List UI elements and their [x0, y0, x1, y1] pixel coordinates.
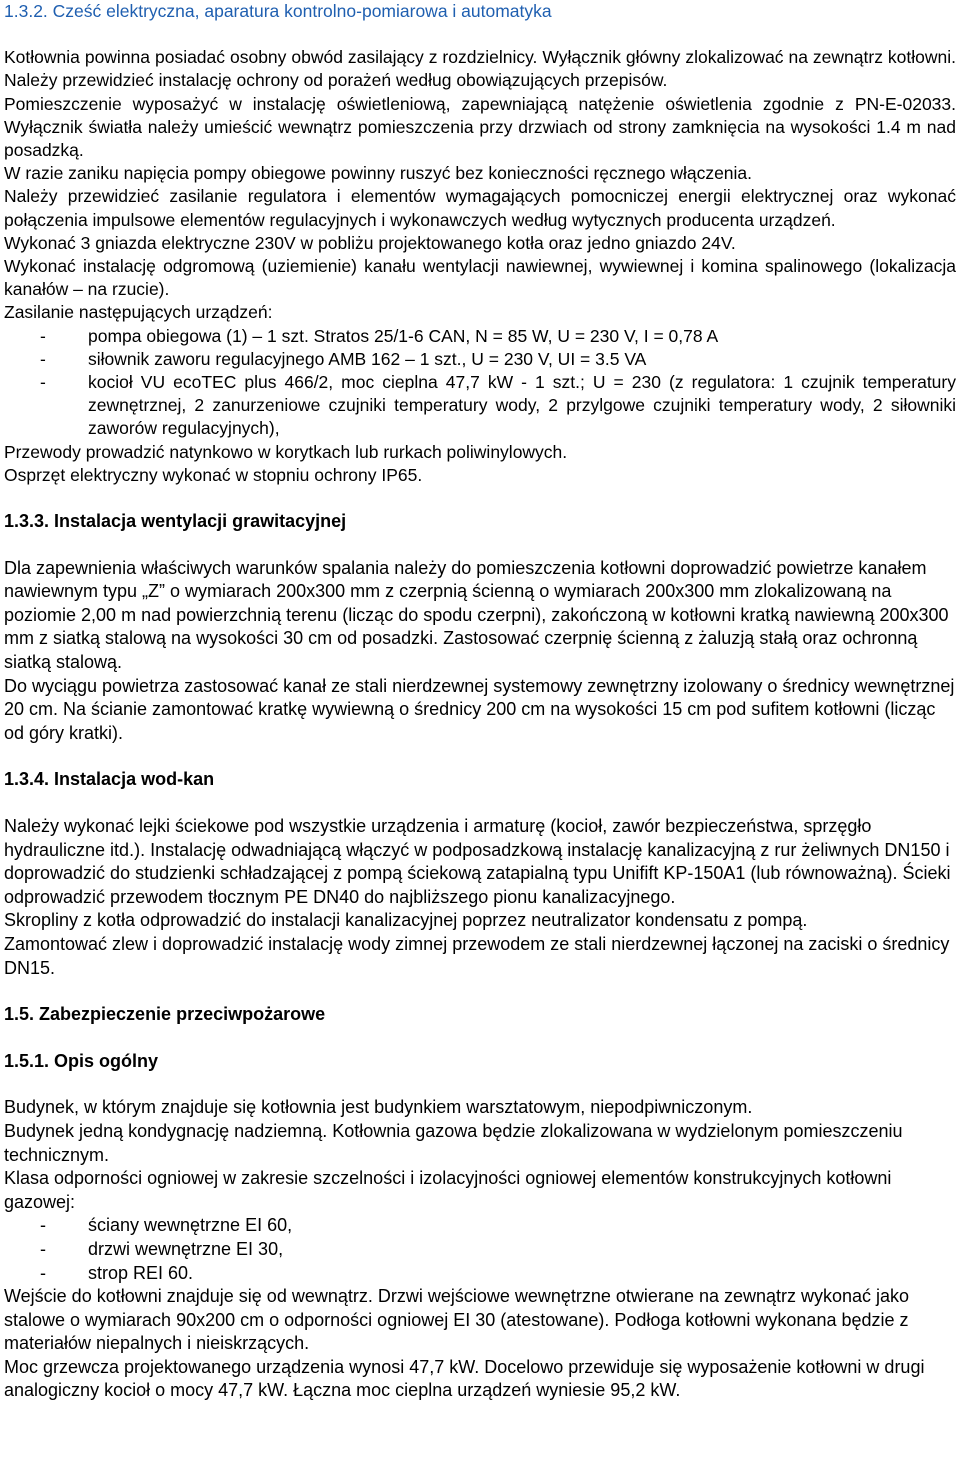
paragraph: Do wyciągu powietrza zastosować kanał ze stali nierdzewnej systemowy zewnętrzny izolowany o średnicy wewnętrznej 20 cm. Na ścianie zamontować kratkę wywiewną o średnicy 200 cm na wysokości 15 cm pod sufitem kotłowni (licząc od góry kratki).	[4, 675, 955, 743]
paragraph: Wykonać 3 gniazda elektryczne 230V w pobliżu projektowanego kotła oraz jedno gniazdo 24V.	[4, 232, 736, 253]
paragraph: Dla zapewnienia właściwych warunków spalania należy do pomieszczenia kotłowni doprowadzić powietrze kanałem nawiewnym typu „Z” o wymiarach 200x300 mm z czerpnią ścienną o wymiarach 200x300 mm zlokalizowaną na poziomie 2,00 m nad powierzchnią terenu (licząc do spodu czerpni), zakończoną w kotłowni kratką nawiewną 200x300 mm z siatką stalową na wysokości 30 cm od posadzki. Zastosować czerpnię ścienną z żaluzją stałą oraz ochronną siatką stalową.	[4, 557, 949, 673]
list-item-text: strop REI 60.	[88, 1262, 194, 1283]
section-rest	[4, 487, 956, 1403]
paragraph: Moc grzewcza projektowanego urządzenia wynosi 47,7 kW. Docelowo przewiduje się wyposażenie kotłowni w drugi analogiczny kocioł o mocy 47,7 kW. Łączna moc cieplna urządzeń wyniesie 95,2 kW.	[4, 1356, 925, 1401]
paragraph: W razie zaniku napięcia pompy obiegowe powinny ruszyć bez konieczności ręcznego włączenia.	[4, 163, 753, 184]
list-dash: -	[40, 372, 46, 393]
list-item	[4, 325, 956, 348]
paragraph: Wejście do kotłowni znajduje się od wewnątrz. Drzwi wejściowe wewnętrzne otwierane na zewnątrz wykonać jako stalowe o wymiarach 90x200 cm o odporności ogniowej EI 30 (atestowane). Podłoga kotłowni wykonana będzie z materiałów niepalnych i nieiskrzących.	[4, 1286, 910, 1354]
list-dash: -	[40, 1238, 46, 1259]
paragraph: Skropliny z kotła odprowadzić do instalacji kanalizacyjnej poprzez neutralizator kondensatu z pompą.	[4, 910, 808, 931]
paragraph: Klasa odporności ogniowej w zakresie szczelności i izolacyjności ogniowej elementów konstrukcyjnych kotłowni gazowej:	[4, 1168, 892, 1212]
section-heading-1-5: 1.5. Zabezpieczenie przeciwpożarowe	[4, 1004, 326, 1025]
fire-class-list	[4, 1214, 956, 1285]
list-dash: -	[40, 1215, 46, 1236]
paragraph: Osprzęt elektryczny wykonać w stopniu ochrony IP65.	[4, 464, 423, 485]
list-item	[4, 1214, 956, 1238]
paragraph: Zamontować zlew i doprowadzić instalację wody zimnej przewodem ze stali nierdzewnej łączonej na zaciski o średnicy DN15.	[4, 933, 950, 978]
paragraph: Zasilanie następujących urządzeń:	[4, 302, 273, 323]
section-heading-1-3-3: 1.3.3. Instalacja wentylacji grawitacyjnej	[4, 511, 347, 532]
section-heading-1-3-2: 1.3.2. Cześć elektryczna, aparatura kontrolno-pomiarowa i automatyka	[4, 1, 552, 21]
paragraph: Pomieszczenie wyposażyć w instalację oświetleniową, zapewniającą natężenie oświetlenia zgodnie z PN-E-02033. Wyłącznik światła należy umieścić wewnątrz pomieszczenia przy drzwiach od strony zamknięcia na wysokości 1.4 m nad posadzką.	[4, 93, 956, 161]
list-item-text: kocioł VU ecoTEC plus 466/2, moc cieplna 47,7 kW - 1 szt.; U = 230 (z regulatora: 1 czujnik temperatury zewnętrznej, 2 zanurzeniowe czujniki temperatury wody, 2 przylgowe czujniki temperatury wody, 2 siłowniki zaworów regulacyjnych),	[88, 372, 956, 439]
paragraph: Wykonać instalację odgromową (uziemienie) kanału wentylacji nawiewnej, wywiewnej i komina spalinowego (lokalizacja kanałów – na rzucie).	[4, 256, 956, 300]
paragraph: Przewody prowadzić natynkowo w korytkach lub rurkach poliwinylowych.	[4, 441, 568, 462]
paragraph: Kotłownia powinna posiadać osobny obwód zasilający z rozdzielnicy. Wyłącznik główny zlokalizować na zewnątrz kotłowni. Należy przewidzieć instalację ochrony od porażeń według obowiązujących przepisów.	[4, 47, 956, 91]
paragraph: Budynek, w którym znajduje się kotłownia jest budynkiem warsztatowym, niepodpiwniczonym.	[4, 1097, 753, 1118]
section-1-3-2-body	[4, 46, 956, 487]
section-heading-1-3-4: 1.3.4. Instalacja wod-kan	[4, 769, 215, 790]
list-item-text: ściany wewnętrzne EI 60,	[88, 1215, 293, 1236]
list-dash: -	[40, 348, 46, 369]
paragraph: Należy wykonać lejki ściekowe pod wszystkie urządzenia i armaturę (kocioł, zawór bezpieczeństwa, sprzęgło hydrauliczne itd.). Instalację odwadniającą włączyć w podposadzkową instalację kanalizacyjną z rur żeliwnych DN150 i doprowadzić do studzienki schładzającej z pompą ściekową zatapialną typu Unifift KP-150A1 (lub równoważną). Ścieki odprowadzić przewodem tłocznym PE DN40 do najbliższego pionu kanalizacyjnego.	[4, 816, 951, 907]
paragraph: Należy przewidzieć zasilanie regulatora i elementów wymagających pomocniczej energii elektrycznej oraz wykonać połączenia impulsowe elementów regulacyjnych i wykonawczych według wytycznych producenta urządzeń.	[4, 186, 956, 230]
section-heading-1-5-1: 1.5.1. Opis ogólny	[4, 1050, 159, 1071]
list-dash: -	[40, 1262, 46, 1283]
list-item-text: siłownik zaworu regulacyjnego AMB 162 – 1 szt., U = 230 V, UI = 3.5 VA	[88, 348, 647, 369]
paragraph: Budynek jedną kondygnację nadziemną. Kotłownia gazowa będzie zlokalizowana w wydzielonym pomieszczeniu technicznym.	[4, 1120, 903, 1165]
list-item-text: drzwi wewnętrzne EI 30,	[88, 1238, 284, 1259]
list-item	[4, 348, 956, 371]
list-dash: -	[40, 325, 46, 346]
list-item-text: pompa obiegowa (1) – 1 szt. Stratos 25/1-6 CAN, N = 85 W, U = 230 V, I = 0,78 A	[88, 325, 719, 346]
list-item	[4, 371, 956, 441]
device-list	[4, 325, 956, 441]
list-item	[4, 1238, 956, 1262]
list-item	[4, 1262, 956, 1286]
